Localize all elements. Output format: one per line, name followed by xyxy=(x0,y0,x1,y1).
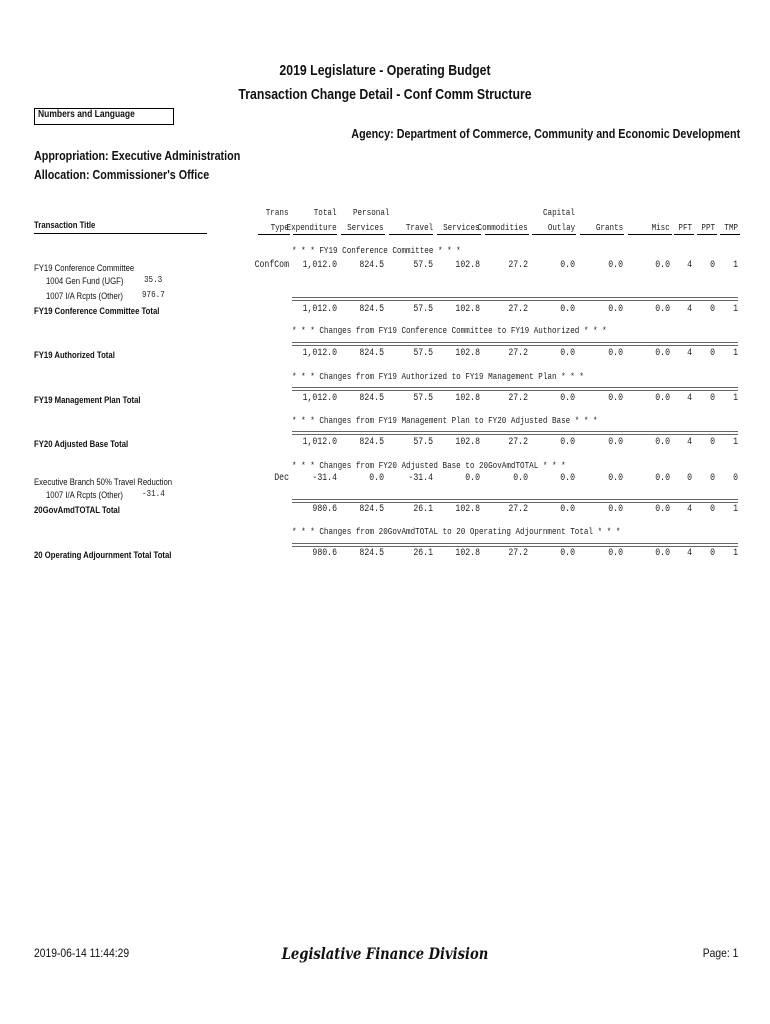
section-header: * * * Changes from 20GovAmdTOTAL to 20 Operating Adjournment Total * * * xyxy=(292,526,621,537)
header-outlay: Outlay xyxy=(547,222,575,233)
cell-personal: 824.5 xyxy=(359,393,384,404)
section-header: * * * Changes from FY20 Adjusted Base to 20GovAmdTOTAL * * * xyxy=(292,460,566,471)
row-title: FY19 Conference Committee Total xyxy=(34,306,160,316)
cell-tmp: 0 xyxy=(733,473,738,484)
header-personal: Personal xyxy=(353,207,390,218)
cell-travel: 57.5 xyxy=(413,260,433,271)
report-subtitle: Transaction Change Detail - Conf Comm Structure xyxy=(238,86,532,103)
cell-travel: 57.5 xyxy=(413,304,433,315)
cell-capital: 0.0 xyxy=(560,393,575,404)
cell-capital: 0.0 xyxy=(560,260,575,271)
header-rule xyxy=(580,234,624,235)
cell-tmp: 1 xyxy=(733,504,738,515)
row-title: 20GovAmdTOTAL Total xyxy=(34,505,120,515)
cell-commodities: 27.2 xyxy=(508,504,528,515)
fund-source-label: 1007 I/A Rcpts (Other) xyxy=(46,291,124,301)
section-header: * * * Changes from FY19 Management Plan to FY20 Adjusted Base * * * xyxy=(292,415,598,426)
header-pft: PFT xyxy=(678,222,692,233)
fund-source-label: 1007 I/A Rcpts (Other) xyxy=(46,490,124,500)
row-title: FY19 Management Plan Total xyxy=(34,395,141,405)
cell-pft: 4 xyxy=(687,437,692,448)
header-transaction-title: Transaction Title xyxy=(34,220,96,230)
section-header: * * * FY19 Conference Committee * * * xyxy=(292,245,461,256)
cell-travel: 57.5 xyxy=(413,437,433,448)
cell-services: 102.8 xyxy=(455,504,480,515)
cell-personal: 824.5 xyxy=(359,437,384,448)
cell-grants: 0.0 xyxy=(608,260,623,271)
cell-tmp: 1 xyxy=(733,548,738,559)
cell-misc: 0.0 xyxy=(655,304,670,315)
header-expenditure: Expenditure xyxy=(286,222,337,233)
cell-grants: 0.0 xyxy=(608,304,623,315)
cell-type: ConfCom xyxy=(254,260,289,271)
header-services: Services xyxy=(443,222,480,233)
cell-travel: 57.5 xyxy=(413,348,433,359)
cell-total: 1,012.0 xyxy=(302,304,337,315)
cell-pft: 4 xyxy=(687,348,692,359)
row-title: 20 Operating Adjournment Total Total xyxy=(34,550,172,560)
cell-commodities: 27.2 xyxy=(508,548,528,559)
header-rule xyxy=(341,234,385,235)
separator xyxy=(292,387,738,391)
header-misc: Misc xyxy=(651,222,670,233)
header-rule xyxy=(628,234,672,235)
header-rule xyxy=(532,234,576,235)
separator xyxy=(292,297,738,301)
cell-misc: 0.0 xyxy=(655,260,670,271)
fund-source-label: 1004 Gen Fund (UGF) xyxy=(46,276,124,286)
cell-tmp: 1 xyxy=(733,393,738,404)
header-grants: Grants xyxy=(595,222,623,233)
cell-personal: 824.5 xyxy=(359,260,384,271)
report-title: 2019 Legislature - Operating Budget xyxy=(279,62,491,79)
cell-personal: 824.5 xyxy=(359,504,384,515)
separator xyxy=(292,431,738,435)
cell-ppt: 0 xyxy=(710,473,715,484)
cell-grants: 0.0 xyxy=(608,393,623,404)
row-title: FY19 Authorized Total xyxy=(34,350,115,360)
header-trans: Trans xyxy=(266,207,289,218)
cell-services: 0.0 xyxy=(465,473,480,484)
cell-commodities: 27.2 xyxy=(508,348,528,359)
cell-pft: 4 xyxy=(687,548,692,559)
cell-total: 1,012.0 xyxy=(302,437,337,448)
cell-total: 980.6 xyxy=(312,504,337,515)
cell-misc: 0.0 xyxy=(655,473,670,484)
header-rule xyxy=(674,234,694,235)
cell-ppt: 0 xyxy=(710,304,715,315)
cell-capital: 0.0 xyxy=(560,548,575,559)
header-services-personal: Services xyxy=(347,222,384,233)
cell-grants: 0.0 xyxy=(608,548,623,559)
cell-misc: 0.0 xyxy=(655,393,670,404)
cell-personal: 0.0 xyxy=(369,473,384,484)
tag-label: Numbers and Language xyxy=(38,109,135,120)
row-title: FY20 Adjusted Base Total xyxy=(34,439,129,449)
cell-ppt: 0 xyxy=(710,504,715,515)
cell-misc: 0.0 xyxy=(655,437,670,448)
cell-services: 102.8 xyxy=(455,348,480,359)
cell-commodities: 27.2 xyxy=(508,304,528,315)
footer-division: Legislative Finance Division xyxy=(281,944,489,963)
cell-pft: 0 xyxy=(687,473,692,484)
separator xyxy=(292,499,738,503)
cell-services: 102.8 xyxy=(455,393,480,404)
fund-source-amount: -31.4 xyxy=(142,488,165,499)
header-ppt: PPT xyxy=(701,222,715,233)
cell-pft: 4 xyxy=(687,393,692,404)
cell-ppt: 0 xyxy=(710,548,715,559)
agency-label: Agency: Department of Commerce, Community and Economic Development xyxy=(351,127,740,141)
cell-grants: 0.0 xyxy=(608,504,623,515)
cell-capital: 0.0 xyxy=(560,304,575,315)
cell-tmp: 1 xyxy=(733,260,738,271)
cell-grants: 0.0 xyxy=(608,348,623,359)
separator xyxy=(292,543,738,547)
cell-total: 1,012.0 xyxy=(302,348,337,359)
header-rule xyxy=(437,234,481,235)
cell-tmp: 1 xyxy=(733,437,738,448)
cell-type: Dec xyxy=(274,473,289,484)
cell-total: 980.6 xyxy=(312,548,337,559)
cell-misc: 0.0 xyxy=(655,504,670,515)
cell-travel: 26.1 xyxy=(413,548,433,559)
cell-travel: -31.4 xyxy=(408,473,433,484)
footer-timestamp: 2019-06-14 11:44:29 xyxy=(34,946,130,960)
cell-capital: 0.0 xyxy=(560,504,575,515)
header-rule xyxy=(720,234,740,235)
appropriation-label: Appropriation: Executive Administration xyxy=(34,149,241,163)
cell-commodities: 27.2 xyxy=(508,437,528,448)
cell-personal: 824.5 xyxy=(359,548,384,559)
header-rule xyxy=(293,234,337,235)
cell-pft: 4 xyxy=(687,260,692,271)
row-title: Executive Branch 50% Travel Reduction xyxy=(34,477,173,487)
cell-grants: 0.0 xyxy=(608,473,623,484)
cell-tmp: 1 xyxy=(733,304,738,315)
cell-commodities: 27.2 xyxy=(508,260,528,271)
separator xyxy=(292,342,738,346)
cell-personal: 824.5 xyxy=(359,304,384,315)
cell-total: 1,012.0 xyxy=(302,260,337,271)
header-type: Type xyxy=(270,222,289,233)
header-commodities: Commodities xyxy=(477,222,528,233)
section-header: * * * Changes from FY19 Authorized to FY19 Management Plan * * * xyxy=(292,371,584,382)
header-travel: Travel xyxy=(405,222,433,233)
fund-source-amount: 976.7 xyxy=(142,289,165,300)
cell-services: 102.8 xyxy=(455,437,480,448)
cell-total: -31.4 xyxy=(312,473,337,484)
cell-tmp: 1 xyxy=(733,348,738,359)
cell-capital: 0.0 xyxy=(560,437,575,448)
cell-capital: 0.0 xyxy=(560,348,575,359)
footer-page: Page: 1 xyxy=(702,946,738,960)
cell-ppt: 0 xyxy=(710,437,715,448)
cell-total: 1,012.0 xyxy=(302,393,337,404)
cell-personal: 824.5 xyxy=(359,348,384,359)
cell-ppt: 0 xyxy=(710,260,715,271)
cell-commodities: 27.2 xyxy=(508,393,528,404)
cell-travel: 26.1 xyxy=(413,504,433,515)
cell-ppt: 0 xyxy=(710,348,715,359)
row-title: FY19 Conference Committee xyxy=(34,263,135,273)
header-rule xyxy=(485,234,529,235)
cell-pft: 4 xyxy=(687,504,692,515)
cell-pft: 4 xyxy=(687,304,692,315)
fund-source-amount: 35.3 xyxy=(144,274,163,285)
cell-services: 102.8 xyxy=(455,304,480,315)
cell-services: 102.8 xyxy=(455,548,480,559)
cell-commodities: 0.0 xyxy=(513,473,528,484)
section-header: * * * Changes from FY19 Conference Committee to FY19 Authorized * * * xyxy=(292,325,607,336)
header-rule-title xyxy=(34,233,207,234)
header-total: Total xyxy=(314,207,337,218)
cell-services: 102.8 xyxy=(455,260,480,271)
cell-capital: 0.0 xyxy=(560,473,575,484)
header-rule xyxy=(389,234,433,235)
header-rule xyxy=(697,234,717,235)
cell-misc: 0.0 xyxy=(655,348,670,359)
cell-travel: 57.5 xyxy=(413,393,433,404)
header-tmp: TMP xyxy=(724,222,738,233)
cell-grants: 0.0 xyxy=(608,437,623,448)
header-rule xyxy=(258,234,290,235)
allocation-label: Allocation: Commissioner's Office xyxy=(34,168,210,182)
header-capital: Capital xyxy=(543,207,575,218)
cell-ppt: 0 xyxy=(710,393,715,404)
cell-misc: 0.0 xyxy=(655,548,670,559)
